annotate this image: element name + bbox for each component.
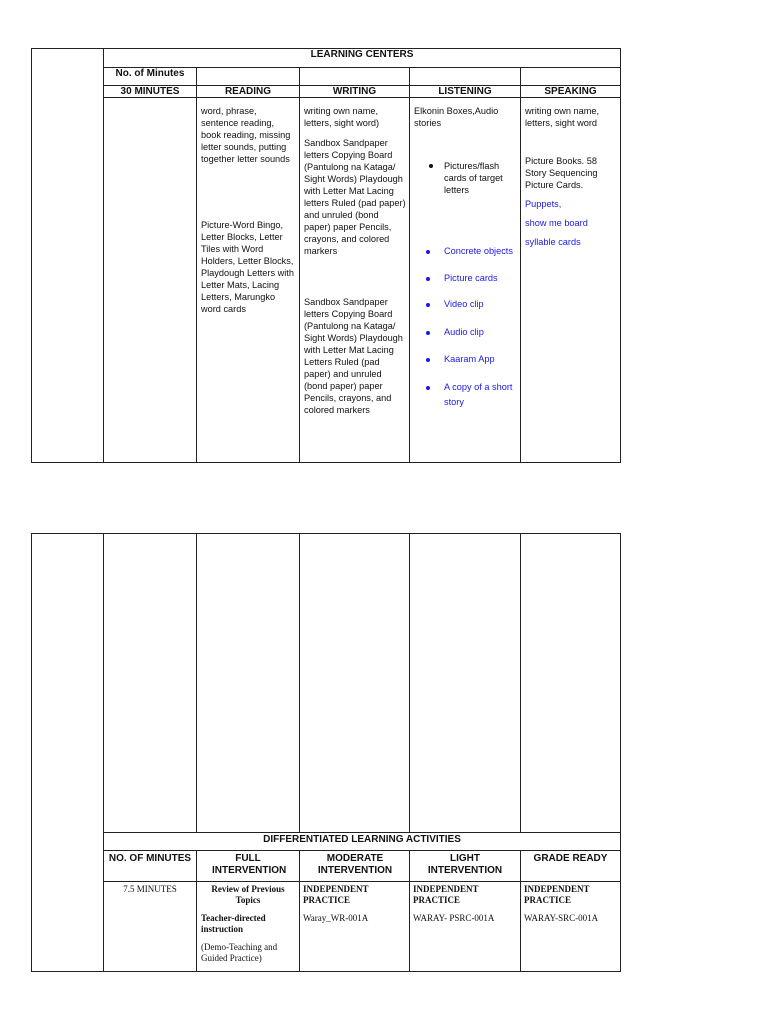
moderate-label: INDEPENDENT PRACTICE [303, 884, 369, 905]
bullet-dot [426, 277, 430, 281]
list-item-label: Audio clip [444, 327, 484, 337]
column-header-light-intervention: LIGHT INTERVENTION [427, 853, 503, 876]
column-header-writing: WRITING [332, 86, 377, 97]
listening-intro: Elkonin Boxes,Audio stories [414, 106, 499, 128]
light-code: WARAY- PSRC-001A [413, 913, 495, 923]
column-header-full-intervention: FULL INTERVENTION [212, 853, 287, 876]
column-header-grade-ready: GRADE READY [533, 853, 608, 864]
bullet-dot [426, 303, 430, 307]
bullet-dot [429, 164, 433, 168]
bullet-dot [426, 386, 430, 390]
speaking-link-show-me-board[interactable]: show me board [525, 218, 588, 228]
column-header-listening: LISTENING [438, 86, 492, 97]
list-item-label: Concrete objects [444, 246, 513, 256]
reading-materials: Picture-Word Bingo, Letter Blocks, Letter Tiles with Word Holders, Letter Blocks, Playdough Letters with Letter Mats, Lacing Letters, Marungko word cards [201, 220, 294, 314]
writing-materials-2: Sandbox Sandpaper letters Copying Board (Pantulong na Kataga/ Sight Words) Playdough with Letter Mat Lacing Letters Ruled (pad paper) and unruled (bond paper) paper Pencils, crayons, and colored markers [304, 297, 403, 415]
minutes-label: No. of Minutes [115, 68, 185, 79]
column-header-speaking: SPEAKING [544, 86, 597, 97]
full-demo: (Demo-Teaching and Guided Practice) [201, 942, 278, 963]
writing-activities: writing own name, letters, sight word) [304, 106, 380, 128]
full-review: Review of Previous Topics [211, 884, 285, 905]
column-header-reading: READING [224, 86, 272, 97]
grade-ready-code: WARAY-SRC-001A [524, 913, 599, 923]
speaking-activities: writing own name, letters, sight word [525, 106, 600, 128]
writing-materials-1: Sandbox Sandpaper letters Copying Board (Pantulong na Kataga/ Sight Words) Playdough with Letter Mat Lacing letters Ruled (pad paper) and unruled (bond paper) paper Pencils, crayons, and colored markers [304, 138, 406, 256]
speaking-link-puppets[interactable]: Puppets, [525, 199, 562, 209]
grade-ready-label: INDEPENDENT PRACTICE [524, 884, 590, 905]
listening-pictures: Pictures/flash cards of target letters [444, 161, 503, 195]
bullet-dot [426, 331, 430, 335]
full-teacher-directed: Teacher-directed instruction [201, 913, 266, 934]
list-item-label: Kaaram App [444, 354, 495, 364]
minutes-value: 7.5 MINUTES [123, 884, 177, 894]
speaking-materials: Picture Books. 58 Story Sequencing Picture Cards. [525, 156, 598, 190]
table-title: LEARNING CENTERS [310, 49, 414, 60]
list-item-label: Picture cards [444, 273, 498, 283]
table-title: DIFFERENTIATED LEARNING ACTIVITIES [263, 834, 461, 845]
speaking-link-syllable-cards[interactable]: syllable cards [525, 237, 581, 247]
list-item-label: A copy of a short story [444, 382, 513, 407]
light-label: INDEPENDENT PRACTICE [413, 884, 479, 905]
listening-first-bullet [410, 160, 520, 200]
bullet-dot [426, 358, 430, 362]
bullet-dot [426, 250, 430, 254]
minutes-value: 30 MINUTES [120, 86, 180, 97]
list-item-label: Video clip [444, 299, 484, 309]
column-header-moderate-intervention: MODERATE INTERVENTION [317, 853, 393, 876]
moderate-code: Waray_WR-001A [303, 913, 369, 923]
reading-activities: word, phrase, sentence reading, book reading, missing letter sounds, putting together letter sounds [201, 106, 291, 164]
minutes-label: NO. OF MINUTES [108, 853, 192, 864]
